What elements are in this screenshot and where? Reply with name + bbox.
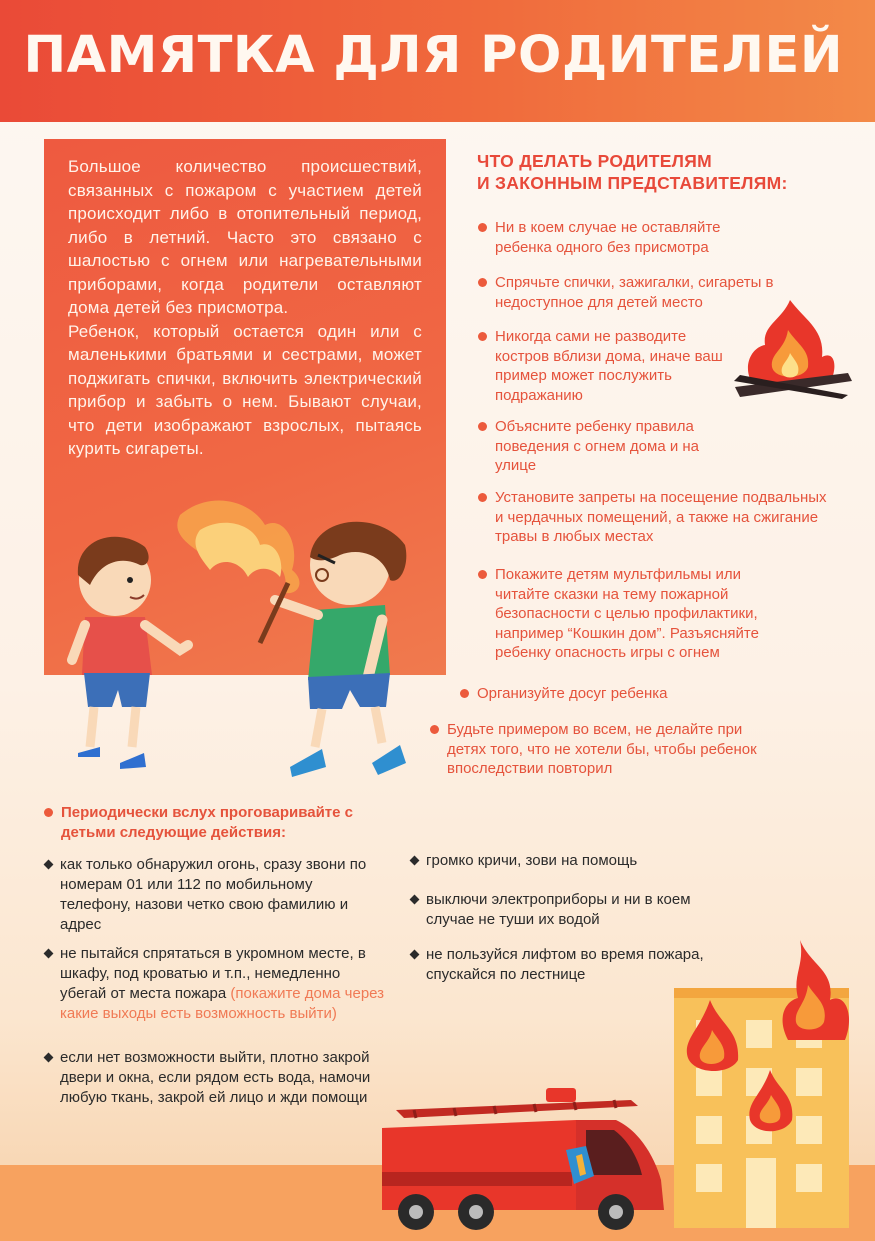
list-item: Покажите детям мультфильмы или читайте сказки на тему пожарной безопасности с целью профилактики, например “Кошкин дом”. Разъясняйте ребенку опасность игры с огнем — [478, 565, 795, 663]
child-left-figure — [72, 537, 188, 769]
advice-title-line-1: ЧТО ДЕЛАТЬ РОДИТЕЛЯМ — [477, 151, 713, 171]
list-item: как только обнаружил огонь, сразу звони по номерам 01 или 112 по мобильному телефону, назови четко свою фамилию и адрес — [44, 855, 385, 935]
list-item: Объясните ребенку правила поведения с огнем дома и на улице — [478, 417, 735, 476]
intro-text — [68, 155, 422, 461]
actions-heading: Периодически вслух проговаривайте с детьми следующие действия: — [44, 803, 391, 843]
fire-truck-icon — [376, 1080, 676, 1232]
list-item-text: не пытайся спрятаться в укромном месте, в шкафу, под кроватью и т.п., немедленно убегай от места пожара — [60, 945, 366, 1002]
burning-building-icon — [660, 930, 865, 1230]
list-item: Будьте примером во всем, не делайте при детях того, что не хотели бы, чтобы ребенок впоследствии повторил — [430, 720, 782, 779]
intro-paragraph-1: Большое количество происшествий, связанных с пожаром с участием детей происходит либо в отопительный период, либо в летний. Часто это связано с шалостью с огнем или нагревательными приборами, когда родители оставляют дома детей без присмотра. — [68, 157, 422, 317]
children-playing-with-fire-illustration — [60, 485, 420, 785]
header-banner — [0, 0, 875, 122]
list-item: Ни в коем случае не оставляйте ребенка одного без присмотра — [478, 218, 765, 257]
list-item: Спрячьте спички, зажигалки, сигареты в недоступное для детей место — [478, 273, 825, 312]
match-flame-icon — [177, 501, 299, 594]
list-item: Организуйте досуг ребенка — [460, 684, 737, 704]
list-item: Никогда сами не разводите костров вблизи дома, иначе ваш пример может послужить подражанию — [478, 327, 730, 405]
list-item: выключи электроприборы и ни в коем случае не туши их водой — [410, 890, 726, 930]
list-item — [44, 944, 385, 1024]
advice-title-line-2: И ЗАКОННЫМ ПРЕДСТАВИТЕЛЯМ: — [477, 173, 788, 193]
intro-paragraph-2: Ребенок, который остается один или с маленькими братьями и сестрами, может поджигать спички, включить электрический прибор и забыть о нем. Бывают случаи, что дети изображают взрослых, пытаясь курить сигареты. — [68, 321, 422, 458]
list-item-note: (покажите дома через какие выходы есть возможность выйти) — [60, 985, 385, 1022]
advice-title — [477, 150, 788, 194]
list-item: если нет возможности выйти, плотно закрой двери и окна, если рядом есть вода, намочи любую ткань, закрой ей лицо и жди помощи — [44, 1048, 385, 1108]
page-title: ПАМЯТКА ДЛЯ РОДИТЕЛЕЙ — [23, 26, 843, 85]
list-item: не пользуйся лифтом во время пожара, спускайся по лестнице — [410, 945, 746, 985]
list-item: Установите запреты на посещение подвальных и чердачных помещений, а также на сжигание травы в любых местах — [478, 488, 830, 547]
list-item: громко кричи, зови на помощь — [410, 851, 726, 871]
